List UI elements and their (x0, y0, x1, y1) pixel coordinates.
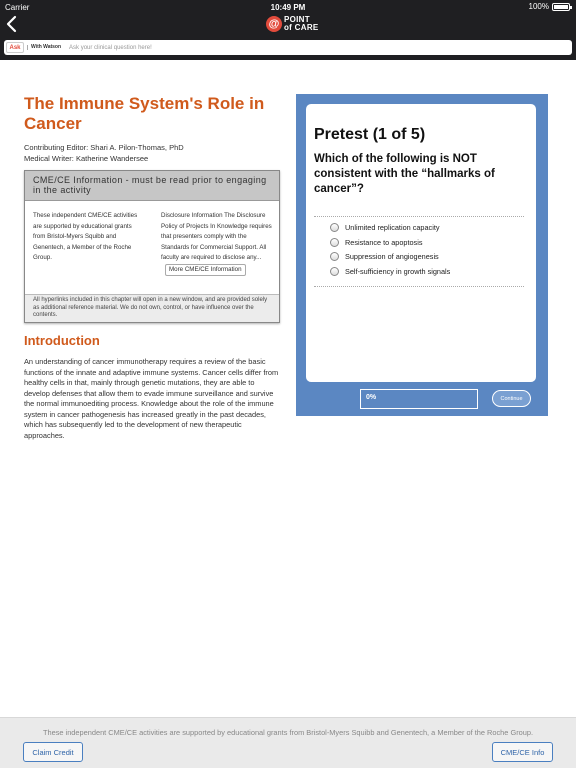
answer-options (330, 220, 450, 279)
chevron-left-icon (4, 14, 20, 34)
progress-label: 0% (366, 394, 377, 401)
continue-button[interactable]: Continue (492, 390, 531, 407)
cme-info-button[interactable]: CME/CE Info (492, 742, 553, 762)
answer-option[interactable] (330, 264, 450, 279)
more-cme-info-button[interactable]: More CME/CE Information (165, 264, 246, 276)
article-credits (24, 142, 184, 164)
search-input[interactable]: Ask your clinical question here! (69, 44, 152, 51)
progress-bar (360, 389, 478, 409)
ask-watson-badge (6, 42, 61, 53)
contributing-editor: Contributing Editor: Shari A. Pilon-Thomas, PhD (24, 143, 184, 152)
logo-at-icon: @ (266, 16, 282, 32)
footer-bar (0, 717, 576, 768)
article-title: The Immune System's Role in Cancer (24, 94, 265, 133)
cme-disclosure-text: Disclosure Information The Disclosure Policy of Projects In Knowledge requires that presenters comply with the Standards for Commercial Support. All faculty are required to disclose any... (161, 212, 272, 261)
top-bar (0, 0, 576, 60)
pretest-panel (296, 94, 548, 416)
answer-label: Resistance to apoptosis (345, 237, 423, 247)
footer-support-note: These independent CME/CE activities are supported by educational grants from Bristol-Myers Squibb and Genentech, a Member of the Roche Group. (42, 728, 534, 737)
medical-writer: Medical Writer: Katherine Wandersee (24, 154, 149, 163)
battery-percent: 100% (528, 2, 549, 11)
answer-label: Self-sufficiency in growth signals (345, 266, 451, 276)
radio-button[interactable] (330, 252, 339, 261)
radio-button[interactable] (330, 238, 339, 247)
cme-disclosure-column (161, 211, 273, 276)
status-bar (0, 2, 576, 14)
ask-prefix: Ask (9, 44, 21, 51)
options-divider (314, 286, 524, 287)
claim-credit-button[interactable]: Claim Credit (23, 742, 83, 762)
ask-icon (6, 42, 24, 53)
intro-heading: Introduction (24, 333, 100, 348)
logo-line-1: POINT (284, 15, 310, 24)
search-bar[interactable] (4, 40, 572, 55)
with-watson-label: With Watson (27, 45, 61, 50)
logo-line-2: of CARE (284, 23, 319, 32)
cme-box-header: CME/CE Information - must be read prior to engaging in the activity (25, 171, 279, 201)
intro-body: An understanding of cancer immunotherapy requires a review of the basic functions of the innate and adaptive immune systems. Cancer cells differ from healthy cells in that, mainly through genetic mutations, they are able to develop defenses that allow them to evade immune surveillance and survive the normal immunoediting process. Knowledge about the role of the immune system in cancer pathogenesis has increased greatly in the past decades, which has subsequently led to the development of new therapeutic approaches. (24, 357, 279, 440)
answer-option[interactable] (330, 220, 450, 235)
radio-button[interactable] (330, 223, 339, 232)
question-divider (314, 216, 524, 217)
point-of-care-logo (266, 15, 319, 33)
cme-support-text: These independent CME/CE activities are supported by educational grants from Bristol-Myers Squibb and Genentech, a Member of the Roche Group. (33, 212, 138, 261)
back-button[interactable] (4, 14, 20, 34)
battery-icon (552, 3, 570, 11)
hyperlink-disclaimer: All hyperlinks included in this chapter will open in a new window, and are provided solely as additional reference material. We do not own, control, or have influence over the contents. (25, 294, 279, 322)
radio-button[interactable] (330, 267, 339, 276)
carrier-label: Carrier (5, 3, 30, 12)
pretest-card (306, 104, 536, 382)
answer-label: Unlimited replication capacity (345, 222, 440, 232)
cme-info-box (24, 170, 280, 323)
clock: 10:49 PM (270, 3, 306, 12)
answer-label: Suppression of angiogenesis (345, 252, 439, 262)
battery-indicator (529, 2, 570, 11)
pretest-title: Pretest (1 of 5) (314, 126, 426, 143)
pretest-question: Which of the following is NOT consistent with the “hallmarks of cancer”? (314, 153, 495, 195)
answer-option[interactable] (330, 235, 450, 250)
answer-option[interactable] (330, 249, 450, 264)
